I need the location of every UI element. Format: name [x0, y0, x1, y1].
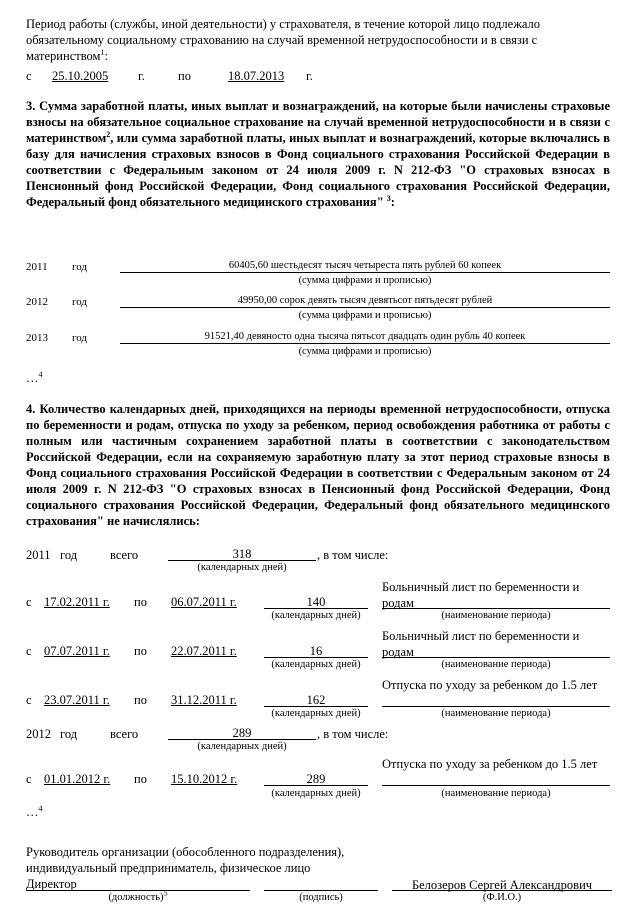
year-label: 2011	[26, 548, 51, 562]
total-line	[168, 560, 316, 561]
section3-ellipsis: …$^4$	[26, 369, 43, 385]
year-unit: год	[60, 548, 78, 562]
total-line	[168, 739, 316, 740]
period-to-label: по	[134, 772, 147, 786]
period-name-line	[382, 706, 610, 707]
earnings-unit: год	[72, 332, 88, 344]
year-unit: год	[60, 727, 78, 741]
earnings-year: 2012	[26, 296, 48, 308]
period-from: 01.01.2012 г.	[44, 772, 111, 786]
period-from: 07.07.2011 г.	[44, 644, 110, 658]
earnings-year: 2013	[26, 332, 48, 344]
period-name-line	[382, 608, 610, 609]
total-label: всего	[110, 727, 139, 741]
period-from-label: с	[26, 595, 32, 609]
section4-heading: 4. Количество календарных дней, приходящихся на периоды временной нетрудоспособности, отпуска по беременности и родам, отпуска по уходу за ребенком, период освобождения работника от работы с полным или частичным сохранением заработной платы в соответствии с законодательством Российской Федерации, если на сохраняемую заработную плату за этот период страховые взносы в Фонд социального страхования Российской Федерации в соответствии с Федеральным законом от 24 июля 2009 г. N 212-ФЗ "О страховых взносах в Пенсионный фонд Российской Федерации, Фонд социального страхования Российской Федерации, Федеральный фонд обязательного медицинского страхования" не начислялись:	[26, 402, 610, 528]
signature-line	[264, 890, 378, 891]
work-period-text: Период работы (службы, иной деятельности) у страхователя, в течение которой лицо подлежало обязательному социальному страхованию на случай временной нетрудоспособности и в связи с материнством$^1$:	[26, 17, 540, 63]
period-days: 289	[306, 772, 326, 786]
earnings-amount: 60405,60 шестьдесят тысяч четыреста пять рублей 60 копеек	[228, 260, 502, 271]
period-to-label: по	[134, 595, 147, 609]
period-name: Больничный лист по беременности и родам	[382, 629, 580, 659]
period-name-line	[382, 657, 610, 658]
period-name: Больничный лист по беременности и родам	[382, 580, 580, 610]
earnings-line	[120, 343, 610, 344]
days-line	[264, 706, 368, 707]
days-line	[264, 785, 368, 786]
earnings-caption: (сумма цифрами и прописью)	[298, 275, 432, 286]
period-name: Отпуска по уходу за ребенком до 1.5 лет	[382, 757, 598, 771]
period-days: 162	[306, 693, 326, 707]
cal-days-caption: (календарных дней)	[197, 562, 287, 573]
earnings-amount: 91521,40 девяносто одна тысяча пятьсот двадцать один рубль 40 копеек	[204, 331, 526, 342]
period-name-line	[382, 785, 610, 786]
position-line	[26, 890, 250, 891]
period-caption: (наименование периода)	[441, 610, 551, 621]
period-from: 17.02.2011 г.	[44, 595, 110, 609]
work-period-from: 25.10.2005	[52, 69, 109, 83]
name-caption: (Ф.И.О.)	[482, 892, 522, 903]
earnings-amount: 49950,00 сорок девять тысяч девятьсот пятьдесят рублей	[237, 295, 493, 306]
earnings-caption: (сумма цифрами и прописью)	[298, 310, 432, 321]
position-caption: (должность)$^5$	[108, 888, 168, 903]
from-label: с	[26, 69, 32, 83]
period-days: 140	[306, 595, 326, 609]
including-label: , в том числе:	[317, 727, 389, 741]
signatory-name: Белозеров Сергей Александрович	[411, 878, 593, 892]
signature-text-1: Руководитель организации (обособленного подразделения),	[26, 845, 345, 859]
period-to-label: по	[134, 644, 147, 658]
period-days: 16	[309, 644, 323, 658]
total-label: всего	[110, 548, 139, 562]
year-total-days: 318	[232, 547, 252, 561]
period-to: 22.07.2011 г.	[171, 644, 237, 658]
earnings-unit: год	[72, 296, 88, 308]
cal-days-caption: (календарных дней)	[271, 610, 361, 621]
including-label: , в том числе:	[317, 548, 389, 562]
period-to: 06.07.2011 г.	[171, 595, 237, 609]
signatory-position: Директор	[26, 877, 77, 891]
signature-text-2: индивидуальный предприниматель, физическое лицо	[26, 861, 311, 875]
name-line	[392, 890, 612, 891]
signature-caption: (подпись)	[299, 892, 343, 903]
to-label: по	[178, 69, 191, 83]
cal-days-caption: (календарных дней)	[271, 788, 361, 799]
period-caption: (наименование периода)	[441, 708, 551, 719]
earnings-year: 2011	[26, 261, 48, 273]
period-from-label: с	[26, 693, 32, 707]
year-total-days: 289	[232, 726, 252, 740]
year-label: 2012	[26, 727, 51, 741]
days-line	[264, 657, 368, 658]
year-suffix: г.	[138, 69, 145, 83]
days-line	[264, 608, 368, 609]
earnings-line	[120, 272, 610, 273]
period-caption: (наименование периода)	[441, 659, 551, 670]
cal-days-caption: (календарных дней)	[271, 708, 361, 719]
period-to: 15.10.2012 г.	[171, 772, 238, 786]
period-to-label: по	[134, 693, 147, 707]
cal-days-caption: (календарных дней)	[197, 741, 287, 752]
year-suffix-2: г.	[306, 69, 313, 83]
section3-heading: 3. Сумма заработной платы, иных выплат и вознаграждений, на которые были начислены страховые взносы на обязательное социальное страхование на случай временной нетрудоспособности и в связи с материнством$^2$, или сумма заработной платы, иных выплат и вознаграждений, которые включались в базу для начисления страховых взносов в Фонд социального страхования Российской Федерации в соответствии с Федеральным законом от 24 июля 2009 г. N 212-ФЗ "О страховых взносах в Пенсионный фонд Российской Федерации, Фонд социального страхования Российской Федерации, Федеральный фонд обязательного медицинского страхования" $^3$:	[26, 99, 610, 209]
cal-days-caption: (календарных дней)	[271, 659, 361, 670]
period-from-label: с	[26, 644, 32, 658]
work-period-to: 18.07.2013	[228, 69, 285, 83]
period-name: Отпуска по уходу за ребенком до 1.5 лет	[382, 678, 598, 692]
period-to: 31.12.2011 г.	[171, 693, 237, 707]
period-from-label: с	[26, 772, 32, 786]
earnings-unit: год	[72, 261, 88, 273]
section4-ellipsis: …$^4$	[26, 803, 43, 819]
period-caption: (наименование периода)	[441, 788, 551, 799]
earnings-caption: (сумма цифрами и прописью)	[298, 346, 432, 357]
earnings-line	[120, 307, 610, 308]
period-from: 23.07.2011 г.	[44, 693, 110, 707]
